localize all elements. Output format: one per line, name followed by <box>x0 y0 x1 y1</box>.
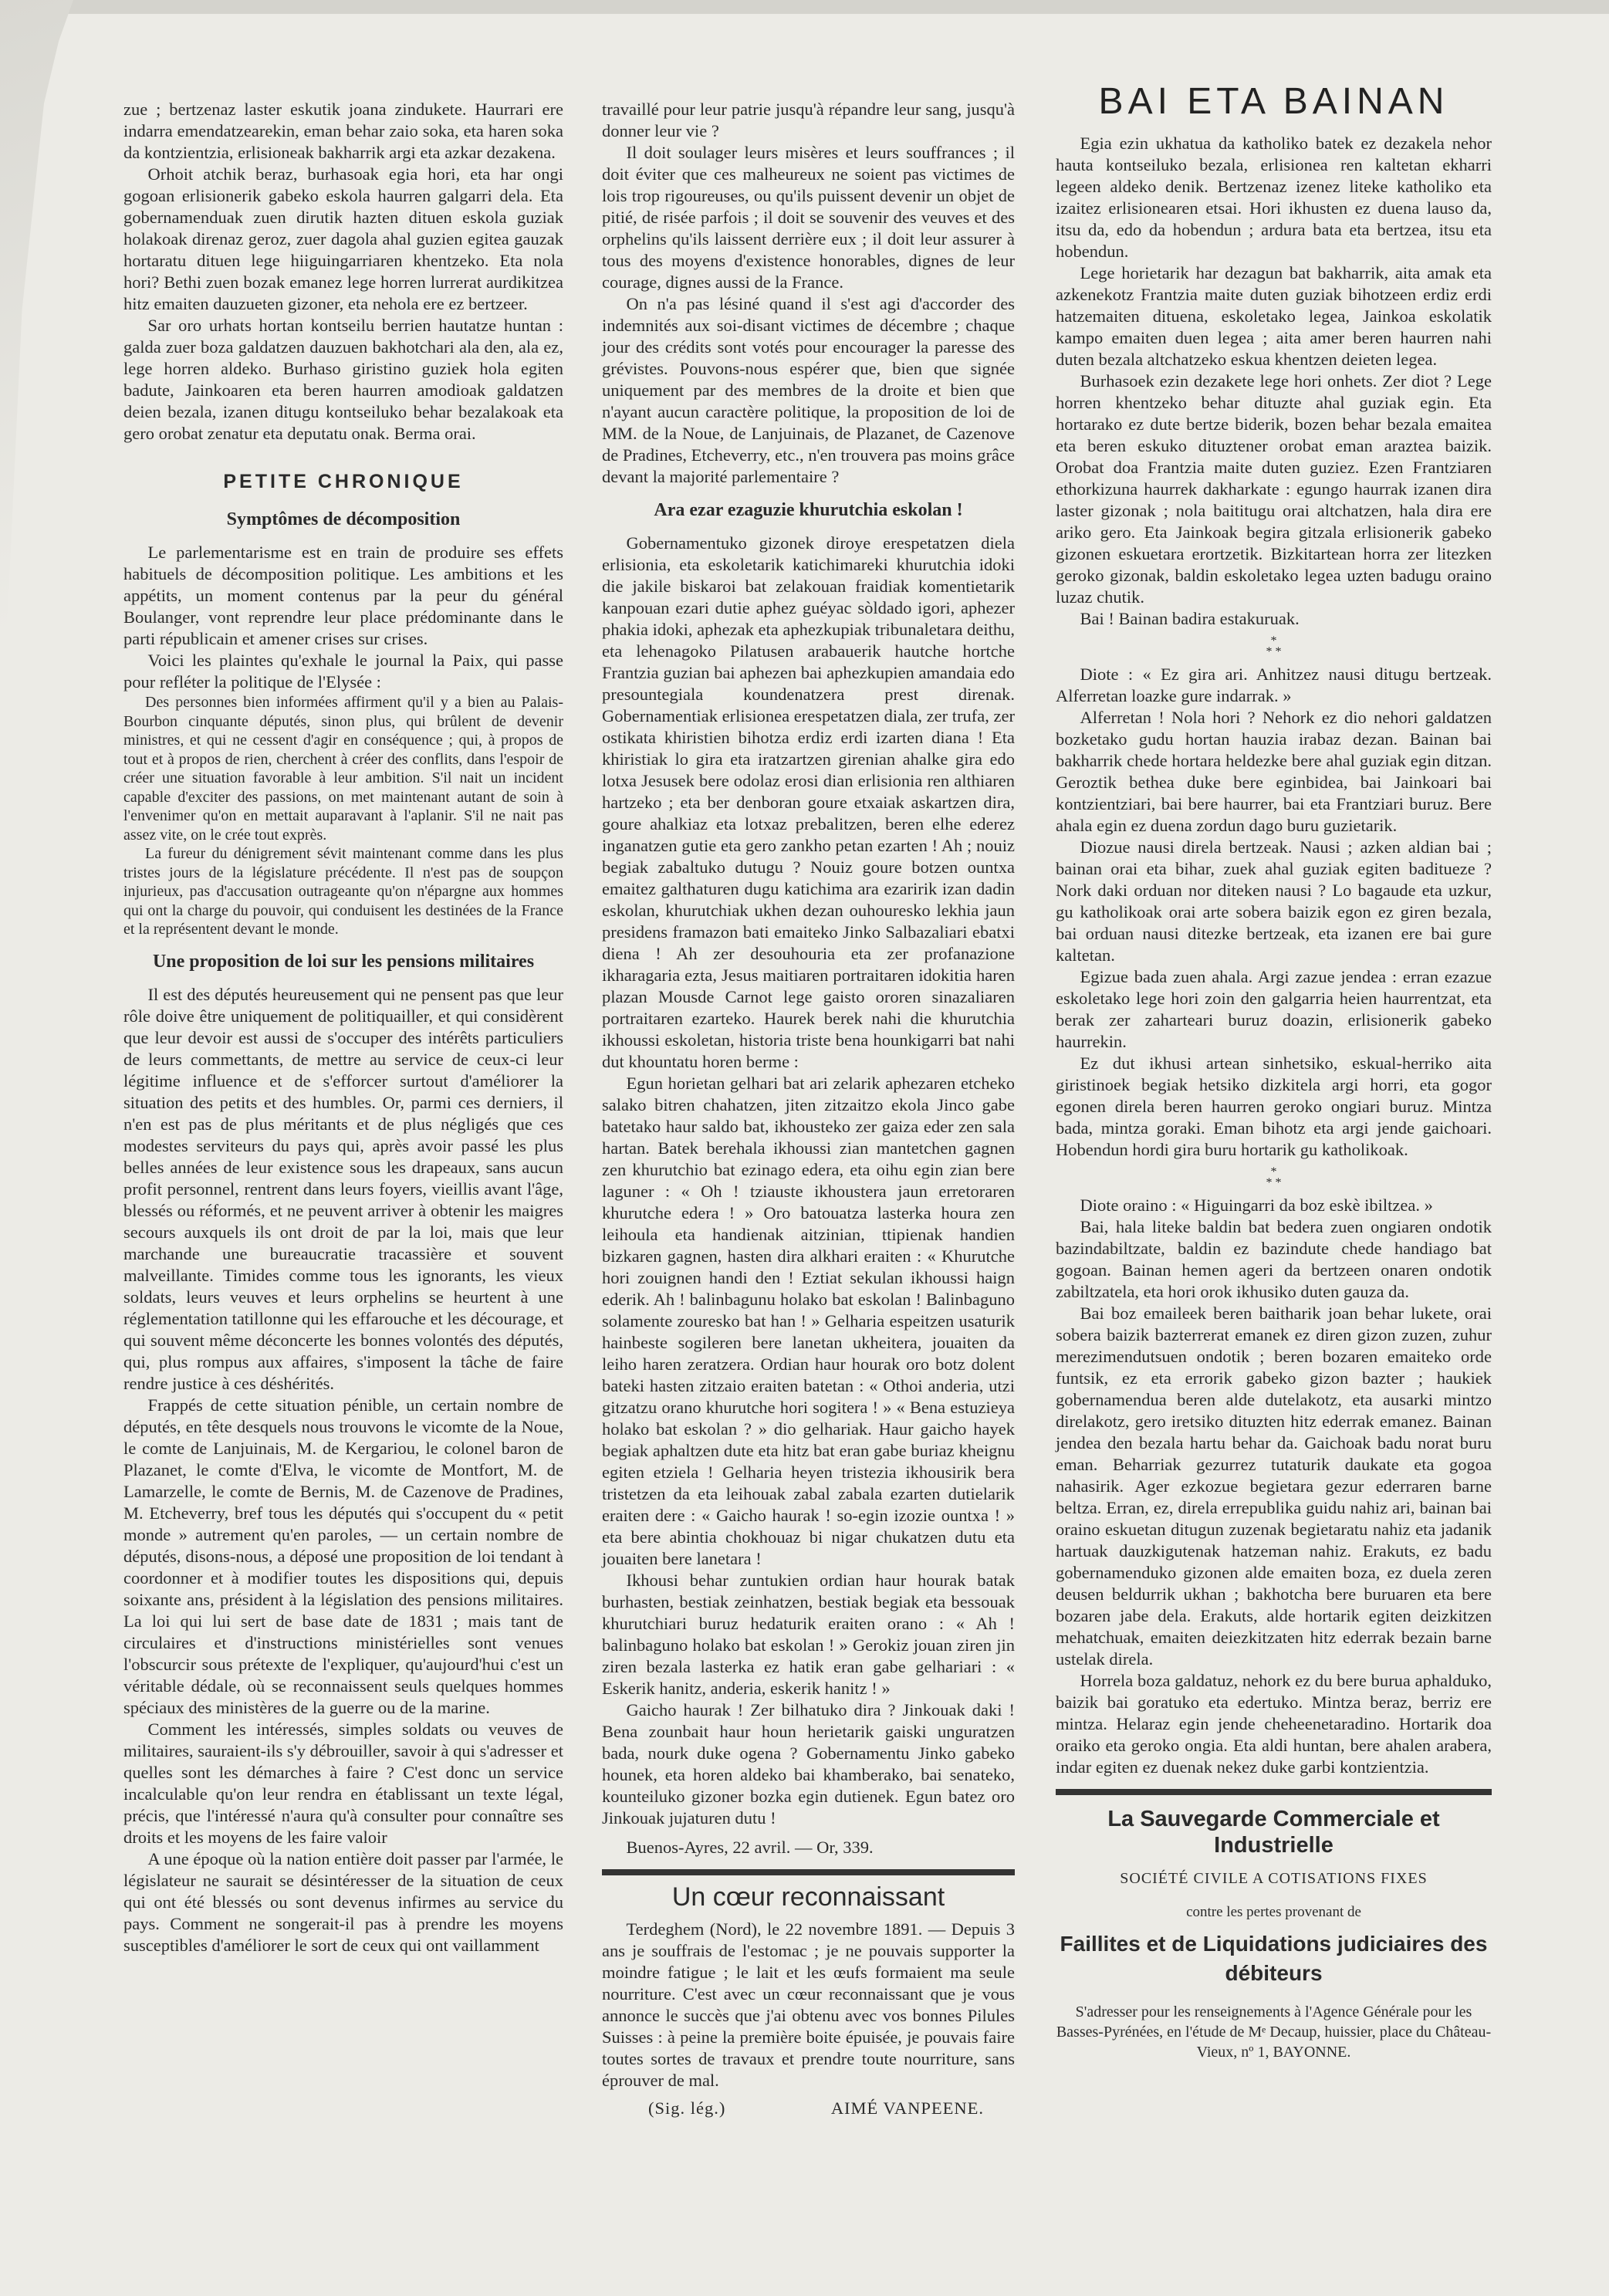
paragraph: Egizue bada zuen ahala. Argi zazue jendea : erran ezazue eskoletako lege hori zoin den galgarria heien haurrentzat, eta berak zer zaharteari buruz doazin, erlisionerik gabeko haurrekin. <box>1056 967 1492 1051</box>
paragraph: Il doit soulager leurs misères et leurs souffrances ; il doit éviter que ces malheureux ne soient pas victimes de lois trop rigoureuses, ou qu'ils puissent devenir un objet de pitié, de risée parfois ; il doit se souvenir des veuves et des orphelins qu'ils laissent derrière eux ; il doit leur assurer à tous des moyens d'existence honorables, dignes de leur courage, dignes aussi de la France. <box>602 143 1015 292</box>
signature-left: (Sig. lég.) <box>648 2098 726 2118</box>
paragraph: Lege horietarik har dezagun bat bakharrik, aita amak eta azkenekotz Frantzia maite duten guziak bihotzeen erdiz erdi hatzemaiten dituena, eskoletako legea, Jainkoa eskolatik kampo emaiten duen legea ; aita amer beren haurren nahi duten bezala altchatzeko eskua khentzen deieten legea. <box>1056 263 1492 369</box>
asterism: * * * <box>1266 634 1282 658</box>
paragraph: Orhoit atchik beraz, burhasoak egia hori, eta har ongi gogoan erlisionerik gabeko eskola haurren galgarri dela. Eta gobernamenduak zuen dirutik hazten dituen eskola guziak holakoak direnaz geroz, zuer dagola ahal guzien egitea gauzak hortaratu dituen lege hiiguingarriaren khentzeko. Eta nola hori? Bethi zuen bozak emanez lege horren lurrerat aurdikitzea hitz emaiten dauzueten gizoner, eta nehola ere ez bertzeer. <box>123 164 563 313</box>
divider <box>1056 1789 1492 1795</box>
paragraph: Horrela boza galdatuz, nehork ez du bere burua aphalduko, baizik bai goratuko eta edertuko. Mintza beraz, berriz ere mintza. Helaraz egin jende cheheenetaradino. Hortarik doa oraiko eta geroko ongia. Eta aldi huntan, bere ahalen arabera, indar egiten ez duenak nekez duke garbi kontzientzia. <box>1056 1671 1492 1777</box>
quote-paragraph: La fureur du dénigrement sévit maintenant comme dans les plus tristes jours de la législature précédente. Il n'est pas de soupçon injurieux, pas d'accusation outrageante qu'on n'épargne aux hommes qui ont la charge du pouvoir, qui conduisent les destinées de la France et la représentent devant le monde. <box>123 845 563 938</box>
ad-address: S'adresser pour les renseignements à l'Agence Générale pour les Basses-Pyrénées, en l'étude de Mᵉ Decaup, huissier, place du Château-Vieux, nº 1, BAYONNE. <box>1056 2004 1492 2061</box>
dateline: Buenos-Ayres, 22 avril. — Or, 339. <box>626 1838 874 1857</box>
column-middle <box>602 99 1015 2119</box>
paragraph: Burhasoek ezin dezakete lege hori onhets. Zer diot ? Lege horren khentzeko behar dituzte ahal guziak egin. Eta hortarako ez dute bertze biderik, bozen behar bezala emaitea eta beren eskuko dituztener orobat eman araztea baizik. Orobat doa Frantzia maite duten guziez. Ezen Frantziaren ethorkizuna haurrek dakharkate : egungo haurrak izanen dira laster gizonak ; nola baititugu orai altchatzen, hala dira ere ariko gero. Eta Jainkoak begira gitzala erlisionerik gabeko gizonen eskuetara erortzetik. Bizkitartean horra zer litezken geroko gizonak, baldin eskoletako legea uzten badugu oraino luzaz chutik. <box>1056 371 1492 607</box>
paragraph: Comment les intéressés, simples soldats ou veuves de militaires, sauraient-ils s'y débrouiller, savoir à qui s'adresser et quelles sont les démarches à faire ? C'est donc un service incalculable qu'on leur rendra en établissant un texte légal, précis, que l'intéressé n'aura qu'à consulter pour connaître ses droits et les moyens de les faire valoir <box>123 1719 563 1847</box>
paragraph: Ikhousi behar zuntukien ordian haur hourak batak burhasten, bestiak zeinhatzen, bestiak begiak eta bessouak khurutchiari buruz hedaturik eraiten orano : « Ah ! balinbaguno holako bat eskolan ! » Gerokiz jouan ziren jin ziren bezala lasterka ez hatik eran gabe gelhariari : « Eskerik hanitz, anderia, eskerik hanitz ! » <box>602 1571 1015 1698</box>
section-heading: PETITE CHRONIQUE <box>223 471 464 492</box>
signature-name: AIMÉ VANPEENE. <box>830 2098 984 2118</box>
article-headline: BAI ETA BAINAN <box>1098 81 1449 122</box>
ad-text: Terdeghem (Nord), le 22 novembre 1891. — Depuis 3 ans je souffrais de l'estomac ; je ne pouvais supporter la moindre fatigue ; le lait et les œufs formaient ma seule nourriture. C'est avec un cœur reconnaissant que je vous annonce le succès que j'ai obtenu avec vos bonnes Pilules Suisses : à peine la première boite épuisée, je pouvais faire toutes sortes de travaux et prendre toute nourriture, sans éprouver de mal. <box>602 1919 1015 2090</box>
paragraph: Ez dut ikhusi artean sinhetsiko, eskual-herriko aita giristinoek begiak hetsiko dizkitela argi horri, eta gogor egonen direla beren haurren geroko ongiari buruz. Mintza bada, mintza goraki. Eman bihotz eta argi jende gaichoari. Hobendun hordi gira buru hortarik gu katholikoak. <box>1056 1053 1492 1159</box>
page-top-edge <box>0 0 1609 14</box>
ad-title: La Sauvegarde Commerciale et Industrielle <box>1107 1807 1440 1858</box>
paragraph: Bai boz emaileek beren baitharik joan behar lukete, orai sobera baizik bazterrerat emanek ez diren gizon zuzen, zuhur merezimendutsuen ondotik ; beren bozaren emaiteko orde funtsik, ez eta errorik gabeko gizon bazter ; haukiek gobernamendua beren alde dutelakotz, eta ausarki mintzo direlakotz, gero iretsiko dituzten hitz ederrak emanez. Bainan jendea den bezala hartu behar da. Gaichoak badu norat buru eman. Beharriak gezurrez tutaturik daukate eta gogoa nahasirik. Ager ezkozue begietara gezur ederraren barne beltza. Erran, ez, direla errepublika guidu nahiz ari, bainan bai oraino eskuetan ditugun zuzenak begietaratu nahiz eta jadanik hartuak dauzkigutenak hatzeman nahiz. Erakuts, ez badu gobernamenduko gizonen alde emaiten boza, ez duela zeren deusen beldurrik ukhan ; bakhotcha bere buruaren eta bere bozaren jabe dela. Erakuts, alde hortarik egiten deizkitzen mehatchuak, emaiten deiezkitzaten hitz ederrak bezain barne ustelak direla. <box>1056 1304 1492 1669</box>
paragraph: Diote oraino : « Higuingarri da boz eskè ibiltzea. » <box>1080 1195 1433 1215</box>
article-title: Ara ezar ezaguzie khurutchia eskolan ! <box>654 500 963 520</box>
asterism: * * * <box>1266 1165 1282 1189</box>
article-title: Une proposition de loi sur les pensions militaires <box>152 951 535 972</box>
signature-line <box>602 2091 1015 2119</box>
article-title: Symptômes de décomposition <box>226 509 461 529</box>
paragraph: Egia ezin ukhatua da katholiko batek ez dezakela nehor hauta kontseiluko bezala, erlisionea ren kaltetan ekharri legeen aldeko denik. Bertzenaz izenez liteke katholiko eta izaitez erlisionearen etsai. Hori ikhusten ez duena lauso da, itsu da, edo da hobendun ; ardura bata eta bertzea, itsu eta hobendun. <box>1056 134 1492 261</box>
paragraph: Egun horietan gelhari bat ari zelarik aphezaren etcheko salako bitren chahatzen, jiten zitzaitzo ekola Jinco gabe batetako haur saldo bat, ikhousteko zer gaiza eder zen sala hartan. Batek berehala ikhoussi zian mantetchen gagnen zen khurutchio bat ezinago edera, eta oihu egin zian bere laguner : « Oh ! tziauste ikhoustera jaun erretoraren khurutche edera ! » Oro batouatza lasterka houra zen leihoula eta handienak aitzinian, ttipienak handien bizkaren gagnen, hasten dira alkhari eraiten : « Khurutche hori zouignen handi den ! Eztiat sekulan ikhoussi haign ederik. Ah ! balinbagunu holako bat eskolan ! Balinbaguno solamente zouresko bat han ! » Gelharia espeitzen usaturik hainbeste sogileren bere lanetan ukheitera, jouaiten da leiho haren zeratzera. Ordian haur hourak oro botz dolent bateki hasten zitzaio eraiten batetan : « Othoi anderia, utzi gitzatzu orano khurutche hori sogitera ! » « Bena estuzieya holako bat eskolan ? » dio gelhariak. Haur gaicho hayek begiak aphaltzen dute eta hitz bat eran gabe buriaz kheignu egiten etziela ! Gelharia heyen tristezia ikhousirik bera tristetzen da eta leihouak zabal zabala ezarten dutielarik eraiten dere : « Gaicho haurak ! so-egin izozie ountxa ! » eta bere abintia chokhouaz bi nigar chukatzen dutu eta jouaiten bere lanetara ! <box>602 1074 1015 1568</box>
paragraph: Frappés de cette situation pénible, un certain nombre de députés, en tête desquels nous trouvons le vicomte de la Noue, le comte de Lanjuinais, M. de Kergariou, le colonel baron de Plazanet, le comte d'Elva, le vicomte de Montfort, M. de Lamarzelle, le comte de Bernis, M. de Cazenove de Pradines, M. Etcheverry, bref tous les députés qui s'occupent du « petit monde » autrement qu'en paroles, — un certain nombre de députés, disons-nous, a déposé une proposition de loi tendant à coordonner et à modifier toutes les dispositions qui, depuis soixante ans, président à la législation des pensions militaires. La loi qui lui sert de base date de 1831 ; mais tant de circulaires et d'instructions ministérielles sont venues l'obscurcir sous prétexte de l'expliquer, qu'aujourd'hui c'est un véritable dédale, où se reconnaissent seuls quelques hommes spéciaux des ministères de la guerre ou de la marine. <box>123 1395 563 1717</box>
paragraph: Bai ! Bainan badira estakuruak. <box>1080 609 1300 628</box>
paragraph: Sar oro urhats hortan kontseilu berrien hautatze huntan : galda zuer boza galdatzen dauzuen bakhotchari ala den, ala ez, lege horren aldeko. Burhaso giristino guziek hola egiten badute, Jainkoaren eta beren haurren amodioak galdatzen deien bezala, izanen ditugu kontseiluko behar bezalakoak eta gero orobat zenatur eta deputatu onak. Berma orai. <box>123 316 563 443</box>
paragraph: zue ; bertzenaz laster eskutik joana zindukete. Haurrari ere indarra emendatzearekin, eman behar zaio soka, eta haren soka da kontzientzia, erlisioneak bakharrik argi eta azkar dezakena. <box>123 100 563 162</box>
paragraph: Gobernamentuko gizonek diroye erespetatzen diela erlisionia, eta eskoletarik katichimareki khurutchia idoki die jakile biskaroi bat zelakouan fraidiak komentietarik kanpouan ezari dutie aphez guéyac sòldado igori, aphezer phakia idoki, aphezak eta aphezkupiak tribunaletara deithu, eta lehenagoko Pilatusen arabauerik hautche hortche Frantzia guzian bai aphezen bai aphezkupien amandaia edo presountegiala koundenatzera prest direnak. Gobernamentiak erlisionea erespetatzen diala, zer trufa, zer ostikata khiristien bihotza erdiz erdi izarten diana ! Eta khiristiak lo gira eta iratzartzen girenian ahalke gira edo lotxa Jesusek bere odolaz erosi dian erlisionia ren althiaren hartzeko ; eta ber denboran goure etxaiak askartzen dira, goure ahalkiaz eta lotxaz prebalitzen, beren elhe ederez inganatzen gutie eta gero zankho petan ezarten ! Ah ; nouiz begiak zabaltuko dutugu ? Nouiz goure botzen ountxa emaitez galthaturen dugu katichima ara ezaririk izan dadin eskolan, khurutchiak ukhen dezan ouhouresko lekhia jaun presidens framazon bati emaiteko Jinko Salbazaliari ebatxi diena ! Ah zer desouhouria eta zer profanazione ikharagaria ezta, Jesus maitiaren portraitaren idokitia haren plazan Mousde Carnot lege gaisto ororen sinazaliaren portraitaren ezarteko. Haurek berek nahi die khurutchia ikhoussi eskoletan, historia triste bena hounkigarri bat nahi dut khountatu horen berme : <box>602 533 1015 1071</box>
paragraph: Diozue nausi direla bertzeak. Nausi ; azken aldian bai ; bainan orai eta bihar, zuek ahal guziak egiten baditueze ? Nork daki orduan nor diteken nausi ? Lo bagaude eta uzkur, gu katholikoak orai arte sobera baizik egon ez giren bezala, bai orduan nausi ditezke bertzeak, eta izanen ere bai gure kaltetan. <box>1056 837 1492 965</box>
ad-subtitle: SOCIÉTÉ CIVILE A COTISATIONS FIXES <box>1120 1870 1428 1887</box>
paragraph: A une époque où la nation entière doit passer par l'armée, le législateur ne saurait se désintéresser de la situation de ceux qui ont été blessés ou sont devenus infirmes au service du pays. Comment ne songerait-il pas à prendre les moyens susceptibles d'améliorer le sort de ceux qui ont vaillamment <box>123 1848 563 1955</box>
divider <box>602 1869 1015 1875</box>
paragraph: Alferretan ! Nola hori ? Nehork ez dio nehori galdatzen bozketako gudu hortan hauzia irabaz dezan. Bainan bai bakharrik chede hortara heldezke bere ahal guziak egin ditzan. Geroztik bethea duke bere eginbidea, bai Jainkoari bai kontzientziari, bai bere haurrer, bai eta Frantziari buruz. Bere ahala egin ez duena zordun dago buru guzietarik. <box>1056 708 1492 835</box>
paragraph: Diote : « Ez gira ari. Anhitzez nausi ditugu bertzeak. Alferretan loazke gure indarrak. » <box>1056 664 1492 705</box>
ad-title: Un cœur reconnaissant <box>671 1882 945 1912</box>
quote-paragraph: Des personnes bien informées affirment qu'il y a bien au Palais-Bourbon cinquante députés, sinon plus, qui brûlent de devenir ministres, et qui ne cessent d'agir en conséquence ; qui, à propos de tout et à propos de rien, cherchent à créer des conflits, dans l'espoir de créer une situation favorable à leur ambition. S'il nait un incident capable d'exciter des passions, on met maintenant autant de soin à l'envenimer qu'on en mettait auparavant à l'aplanir. S'il ne nait pas assez vite, on le crée tout exprès. <box>123 694 563 844</box>
paragraph: Le parlementarisme est en train de produire ses effets habituels de décomposition politique. Les ambitions et les appétits, un moment contenus par la peur du général Boulanger, vont reprendre leur place prédominante dans le parti républicain et amener crises sur crises. <box>123 543 563 648</box>
column-left <box>123 99 563 1956</box>
paragraph: On n'a pas lésiné quand il s'est agi d'accorder des indemnités aux soi-disant victimes de décembre ; chaque jour des crédits sont votés pour encourager la paresse des grévistes. Pouvons-nous espérer que, bien que signée uniquement par des membres de la droite et bien que n'ayant aucun caractère politique, la proposition de loi de MM. de la Noue, de Lanjuinais, de Plazanet, de Cazenove de Pradines, Etcheverry, etc., n'en trouvera pas moins grâce devant la majorité parlementaire ? <box>602 294 1015 486</box>
ad-subtitle-2: contre les pertes provenant de <box>1186 1904 1361 1920</box>
paragraph: Gaicho haurak ! Zer bilhatuko dira ? Jinkouak daki ! Bena zounbait haur houn herietarik gaiski unguratzen bada, nourk duke ogena ? Gobernamentu Jinko gabeko hounek, eta horen aldeko bai khamberako, bai senateko, kounteiluko gizoner bozka egin dutienek. Egun batez oro Jinkouak jujaturen dutu ! <box>602 1700 1015 1828</box>
column-right <box>1056 81 1492 2062</box>
paragraph: Bai, hala liteke baldin bat bedera zuen ongiaren ondotik bazindabiltzate, baldin ez bazindute chede handiago bat gogoan. Bainan hemen ageri da bertzeen onaren ondotik zabiltzatela, eta hori orok ikhusiko duten gauza da. <box>1056 1217 1492 1301</box>
torn-corner <box>0 0 73 1034</box>
advertisement <box>1056 1806 1492 2062</box>
paragraph: Il est des députés heureusement qui ne pensent pas que leur rôle doive être uniquement de politiquailler, et qui considèrent que leur devoir est aussi de s'occuper des intérêts particuliers de leurs commettants, de mettre au service de ceux-ci leur légitime influence et de s'efforcer surtout d'améliorer la situation des petits et des humbles. Or, parmi ces derniers, il n'en est pas de plus méritants et de plus négligés que ces modestes serviteurs du pays qui, après avoir passé les plus belles années de leur existence sous les drapeaux, sans aucun profit personnel, rentrent dans leurs foyers, vieillis avant l'âge, blessés ou réformés, et ne peuvent arriver à obtenir les maigres secours auxquels ils ont droit de par la loi, mais que leur marchande une bureaucratie tracassière et souvent malveillante. Timides comme tous les ignorants, les vieux soldats, leurs veuves et leurs orphelins se heurtent à une réglementation tatillonne qui les effarouche et les décourage, et qui souvent même déconcerte les bonnes volontés des députés, qui, plus rompus aux affaires, s'imposent la tâche de faire rendre justice à ces déshérités. <box>123 984 563 1393</box>
ad-main-text: Faillites et de Liquidations judiciaires des débiteurs <box>1060 1932 1488 1985</box>
paragraph: Voici les plaintes qu'exhale le journal la Paix, qui passe pour refléter la politique de l'Elysée : <box>123 651 563 692</box>
paragraph: travaillé pour leur patrie jusqu'à répandre leur sang, jusqu'à donner leur vie ? <box>602 100 1015 140</box>
